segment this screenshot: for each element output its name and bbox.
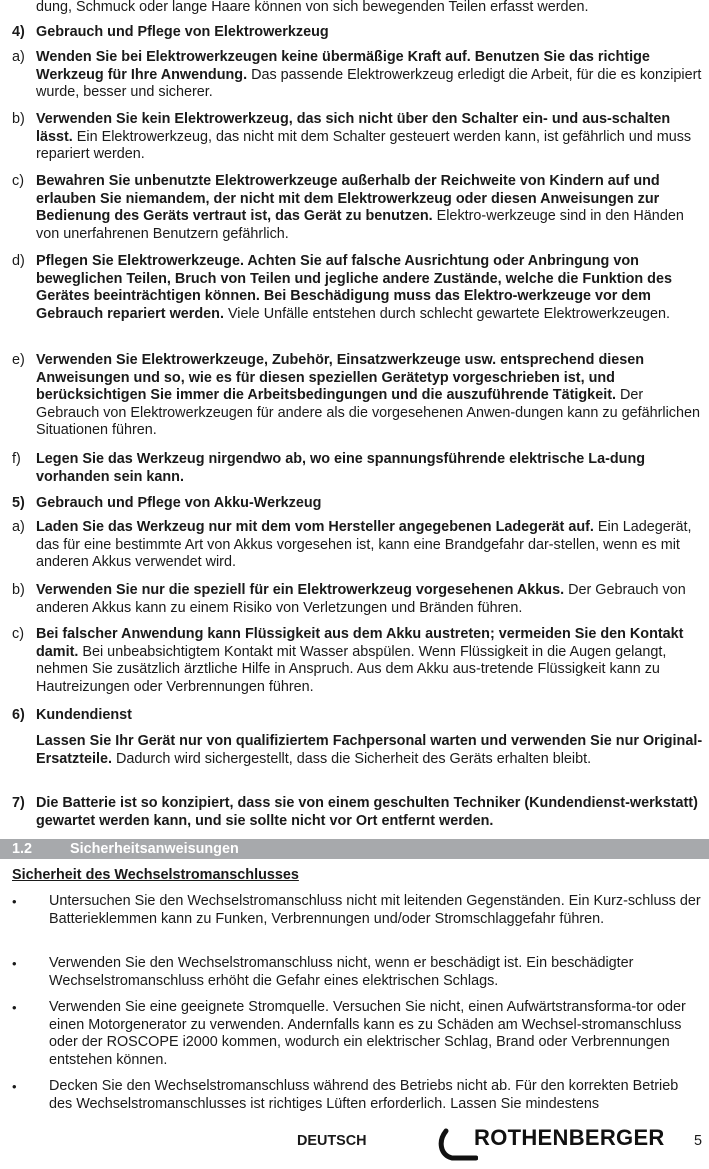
bullet-icon: • [12,1000,17,1015]
heading-number: 7) [12,795,25,811]
bullet-icon: • [12,956,17,971]
heading-7 [12,795,709,830]
item-4d: d) Pflegen Sie Elektrowerkzeuge. Achten Sie auf falsche Ausrichtung oder Anbringung von beweglichen Teilen, Bruch von Teilen und jegliche andere Zustände, welche die Funktion des Gerätes beeinträchtigen können. Bei Beschädigung muss das Elektro-werkzeuge vor dem Gebrauch repariert werden. Viele Unfälle entstehen durch schlecht gewartete Elektrowerkzeugen. [12,253,672,322]
section-bar [0,839,709,859]
continuation-text: dung, Schmuck oder lange Haare können von sich bewegenden Teilen erfasst werden. [36,0,589,15]
heading-number: 6) [12,707,25,723]
heading-number: 5) [12,495,25,511]
item-4b: b) Verwenden Sie kein Elektrowerkzeug, das sich nicht über den Schalter ein- und aus-schalten lässt. Ein Elektrowerkzeug, das nicht mit dem Schalter gesteuert werden kann, ist gefährlich und muss repariert werden. [12,111,692,163]
footer-language: DEUTSCH [297,1133,367,1149]
page-number: 5 [694,1133,703,1149]
kundendienst-body: Lassen Sie Ihr Gerät nur von qualifiziertem Fachpersonal warten und verwenden Sie nur Original-Ersatzteile. Dadurch wird sichergestellt, dass die Sicherheit des Geräts erhalten bleibt. [36,733,703,767]
item-4f: f) Legen Sie das Werkzeug nirgendwo ab, wo eine spannungsführende elektrische La-dung vorhanden sein kann. [12,451,646,485]
list-item: • Untersuchen Sie den Wechselstromanschluss nicht mit leitenden Gegenständen. Ein Kurz-schluss der Batterieklemmen kann zu Funken, Verbrennungen und/oder Stromschlaggefahr führen. [12,893,701,927]
heading-5 [12,495,709,513]
bullet-icon: • [12,894,17,909]
item-4c: c) Bewahren Sie unbenutzte Elektrowerkzeuge außerhalb der Reichweite von Kindern auf und erlauben Sie niemandem, der nicht mit dem Elektrowerkzeug oder diesen Anweisungen zur Bedienung des Geräts vertraut ist, das Gerät zu benutzen. Elektro-werkzeuge sind in den Händen von unerfahrenen Benutzern gefährlich. [12,173,684,242]
item-5b: b) Verwenden Sie nur die speziell für ein Elektrowerkzeug vorgesehenen Akkus. Der Gebrauch von anderen Akkus kann zu einem Risiko von Verletzungen und Bränden führen. [12,582,686,616]
list-item: • Verwenden Sie eine geeignete Stromquelle. Versuchen Sie nicht, einen Aufwärtstransforma-tor oder einen Motorgenerator zu verwenden. Andernfalls kann es zu Schäden am Wechsel-stromanschluss oder der ROSCOPE i2000 kommen, wodurch ein elektrischer Schlag, Brand oder Verbrennungen entstehen können. [12,999,686,1068]
bullet-icon: • [12,1079,17,1094]
brand-logo [438,1125,664,1163]
subheading: Sicherheit des Wechselstromanschlusses [12,867,299,883]
heading-6 [12,707,709,725]
item-4e: e) Verwenden Sie Elektrowerkzeuge, Zubehör, Einsatzwerkzeuge usw. entsprechend diesen Anweisungen und so, wie es für diesen speziellen Gerätetyp vorgeschrieben ist, und berücksichtigen Sie immer die Arbeitsbedingungen und die auszuführende Tätigkeit. Der Gebrauch von Elektrowerkzeugen für andere als die vorgesehenen Anwen-dungen kann zu gefährlichen Situationen führen. [12,352,701,439]
section-number: 1.2 [12,841,33,857]
heading-text: Die Batterie ist so konzipiert, dass sie von einem geschulten Techniker (Kundendienst-werkstatt) gewartet werden kann, und sie sollte nicht vor Ort entfernt werden. [36,795,698,829]
heading-title: Kundendienst [36,707,132,723]
brand-wordmark: ROTHENBERGER [474,1125,665,1150]
section-title: Sicherheitsanweisungen [70,841,239,857]
list-item: • Verwenden Sie den Wechselstromanschluss nicht, wenn er beschädigt ist. Ein beschädigter Wechselstromanschluss erhöht die Gefahr eines elektrischen Schlags. [12,955,634,989]
item-5c: c) Bei falscher Anwendung kann Flüssigkeit aus dem Akku austreten; vermeiden Sie den Kontakt damit. Bei unbeabsichtigtem Kontakt mit Wasser abspülen. Wenn Flüssigkeit in die Augen gelangt, nehmen Sie zusätzlich ärztliche Hilfe in Anspruch. Aus dem Akku aus-tretende Flüssigkeit kann zu Hautreizungen oder Verbrennungen führen. [12,626,684,695]
heading-number: 4) [12,24,25,40]
heading-title: Gebrauch und Pflege von Elektrowerkzeug [36,24,329,40]
item-5a: a) Laden Sie das Werkzeug nur mit dem vom Hersteller angegebenen Ladegerät auf. Ein Ladegerät, das für eine bestimmte Art von Akkus vorgesehen ist, kann eine Brandgefahr dar-stellen, wenn es mit anderen Akkus verwendet wird. [12,519,692,571]
list-item: • Decken Sie den Wechselstromanschluss während des Betriebs nicht ab. Für den korrekten Betrieb des Wechselstromanschlusses ist richtiges Lüften erforderlich. Lassen Sie mindestens [12,1078,679,1112]
item-4a: a) Wenden Sie bei Elektrowerkzeugen keine übermäßige Kraft auf. Benutzen Sie das richtige Werkzeug für Ihre Anwendung. Das passende Elektrowerkzeug erledigt die Arbeit, für die es konzipiert wurde, besser und sicherer. [12,49,702,101]
heading-title: Gebrauch und Pflege von Akku-Werkzeug [36,495,322,511]
brand-swoosh-icon [438,1125,478,1163]
heading-4 [12,24,709,42]
